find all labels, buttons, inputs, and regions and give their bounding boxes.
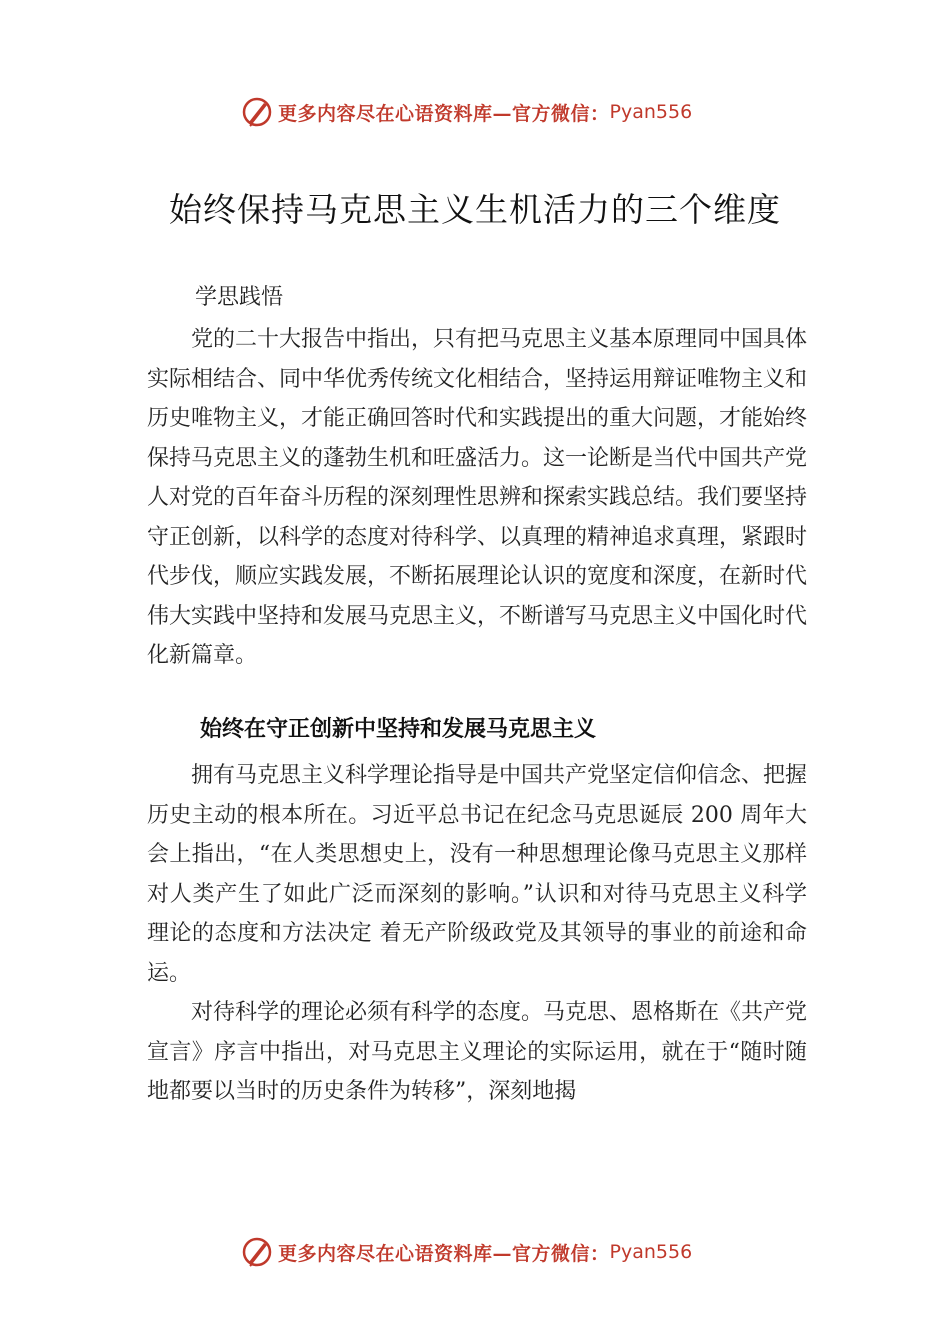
banner-text: 更多内容尽在心语资料库—官方微信： <box>278 1242 610 1265</box>
intro-section <box>147 320 807 676</box>
header-banner <box>0 92 950 132</box>
section-body <box>147 756 807 1112</box>
banner-text: 更多内容尽在心语资料库—官方微信： <box>278 102 610 125</box>
author-name: 学思践悟 <box>195 285 284 310</box>
banner-handle: Pyan556 <box>609 101 693 123</box>
page-title: 始终保持马克思主义生机活力的三个维度 <box>169 190 781 229</box>
section-heading: 始终在守正创新中坚持和发展马克思主义 <box>200 717 597 742</box>
quill-pen-logo-icon <box>240 95 274 129</box>
footer-banner <box>0 1232 950 1272</box>
quill-pen-logo-icon <box>240 1235 274 1269</box>
paragraph: 党的二十大报告中指出，只有把马克思主义基本原理同中国具体实际相结合、同中华优秀传统文化相结合，坚持运用辩证唯物主义和历史唯物主义，才能正确回答时代和实践提出的重大问题，才能始终保持马克思主义的蓬勃生机和旺盛活力。这一论断是当代中国共产党人对党的百年奋斗历程的深刻理性思辨和探索实践总结。我们要坚持守正创新，以科学的态度对待科学、以真理的精神追求真理，紧跟时代步伐，顺应实践发展，不断拓展理论认识的宽度和深度，在新时代伟大实践中坚持和发展马克思主义，不断谱写马克思主义中国化时代化新篇章。 <box>147 327 808 668</box>
paragraph: 拥有马克思主义科学理论指导是中国共产党坚定信仰信念、把握历史主动的根本所在。习近平总书记在纪念马克思诞辰 200 周年大会上指出，“在人类思想史上，没有一种思想理论像马克思主义那样对人类产生了如此广泛而深刻的影响。”认识和对待马克思主义科学理论的态度和方法决定 着无产阶级政党及其领导的事业的前途和命运。 <box>147 763 808 986</box>
banner-handle: Pyan556 <box>609 1241 693 1263</box>
paragraph: 对待科学的理论必须有科学的态度。马克思、恩格斯在《共产党宣言》序言中指出，对马克思主义理论的实际运用，就在于“随时随地都要以当时的历史条件为转移”，深刻地揭 <box>147 1000 808 1104</box>
